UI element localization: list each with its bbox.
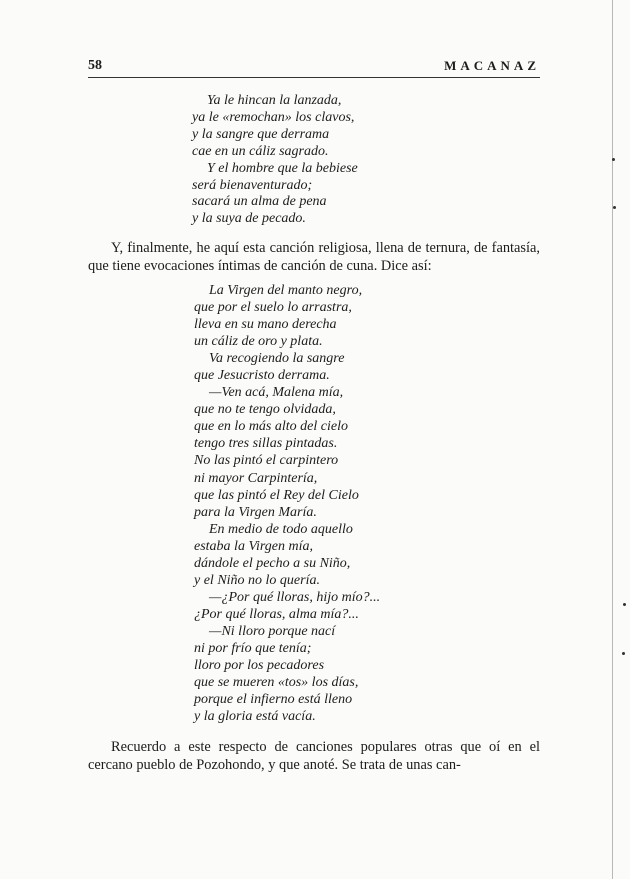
verse-line: —Ven acá, Malena mía, [209, 385, 344, 401]
ink-speck [612, 158, 615, 161]
verse-line: y la suya de pecado. [192, 211, 306, 227]
verse-line: —Ni lloro porque nací [209, 623, 336, 639]
verse-line: Ya le hincan la lanzada, [207, 93, 342, 108]
verse-line: y el Niño no lo quería. [194, 572, 320, 588]
page-edge-line [612, 0, 613, 879]
page-header [88, 54, 540, 76]
verse-line: un cáliz de oro y plata. [194, 334, 323, 350]
verse-line: será bienaventurado; [192, 177, 313, 193]
verse-line: estaba la Virgen mía, [194, 538, 313, 554]
ink-speck [623, 603, 626, 606]
verse-line: lleva en su mano derecha [194, 317, 337, 333]
verse-line: ni por frío que tenía; [194, 640, 312, 656]
paragraph-pozohondo: Recuerdo a este respecto de canciones populares otras que oí en el cercano pueblo de Pozohondo, y que anoté. Se trata de unas can- [88, 739, 540, 773]
verse-line: No las pintó el carpintero [194, 453, 339, 469]
verse-line: cae en un cáliz sagrado. [192, 143, 329, 159]
ink-speck [613, 206, 616, 209]
verse-line: tengo tres sillas pintadas. [194, 436, 338, 452]
verse-line: que no te tengo olvidada, [194, 402, 336, 418]
verse-line: que las pintó el Rey del Cielo [194, 487, 359, 503]
verse-line: porque el infierno está lleno [194, 692, 353, 708]
header-rule [88, 77, 540, 78]
paragraph-intro-song: Y, finalmente, he aquí esta canción religiosa, llena de ternura, de fantasía, que tiene evocaciones íntimas de canción de cuna. Dice así: [88, 240, 540, 274]
verse-line: La Virgen del manto negro, [209, 283, 363, 298]
verse-line: para la Virgen María. [194, 504, 317, 520]
verse-line: ¿Por qué lloras, alma mía?... [194, 606, 359, 622]
verse-line: Y el hombre que la bebiese [207, 160, 358, 176]
ink-speck [622, 652, 625, 655]
verse-line: ni mayor Carpintería, [194, 470, 318, 486]
verse-line: Va recogiendo la sangre [209, 351, 345, 367]
verse-line: sacará un alma de pena [192, 194, 327, 210]
verse-line: lloro por los pecadores [194, 658, 325, 674]
verse-line: —¿Por qué lloras, hijo mío?... [209, 589, 381, 605]
verse-line: ya le «remochan» los clavos, [192, 109, 355, 125]
verse-line: y la gloria está vacía. [194, 709, 316, 725]
verse-line: En medio de todo aquello [209, 521, 353, 537]
verse-line: que se mueren «tos» los días, [194, 675, 359, 691]
verse-line: que por el suelo lo arrastra, [194, 300, 352, 316]
verse-line: que en lo más alto del cielo [194, 419, 348, 435]
verse-line: que Jesucristo derrama. [194, 368, 330, 384]
verse-block-1 [192, 93, 358, 228]
verse-line: dándole el pecho a su Niño, [194, 555, 351, 571]
running-head: MACANAZ [444, 58, 540, 73]
page-number: 58 [88, 58, 102, 73]
verse-block-2 [194, 282, 380, 725]
verse-line: y la sangre que derrama [192, 126, 330, 142]
